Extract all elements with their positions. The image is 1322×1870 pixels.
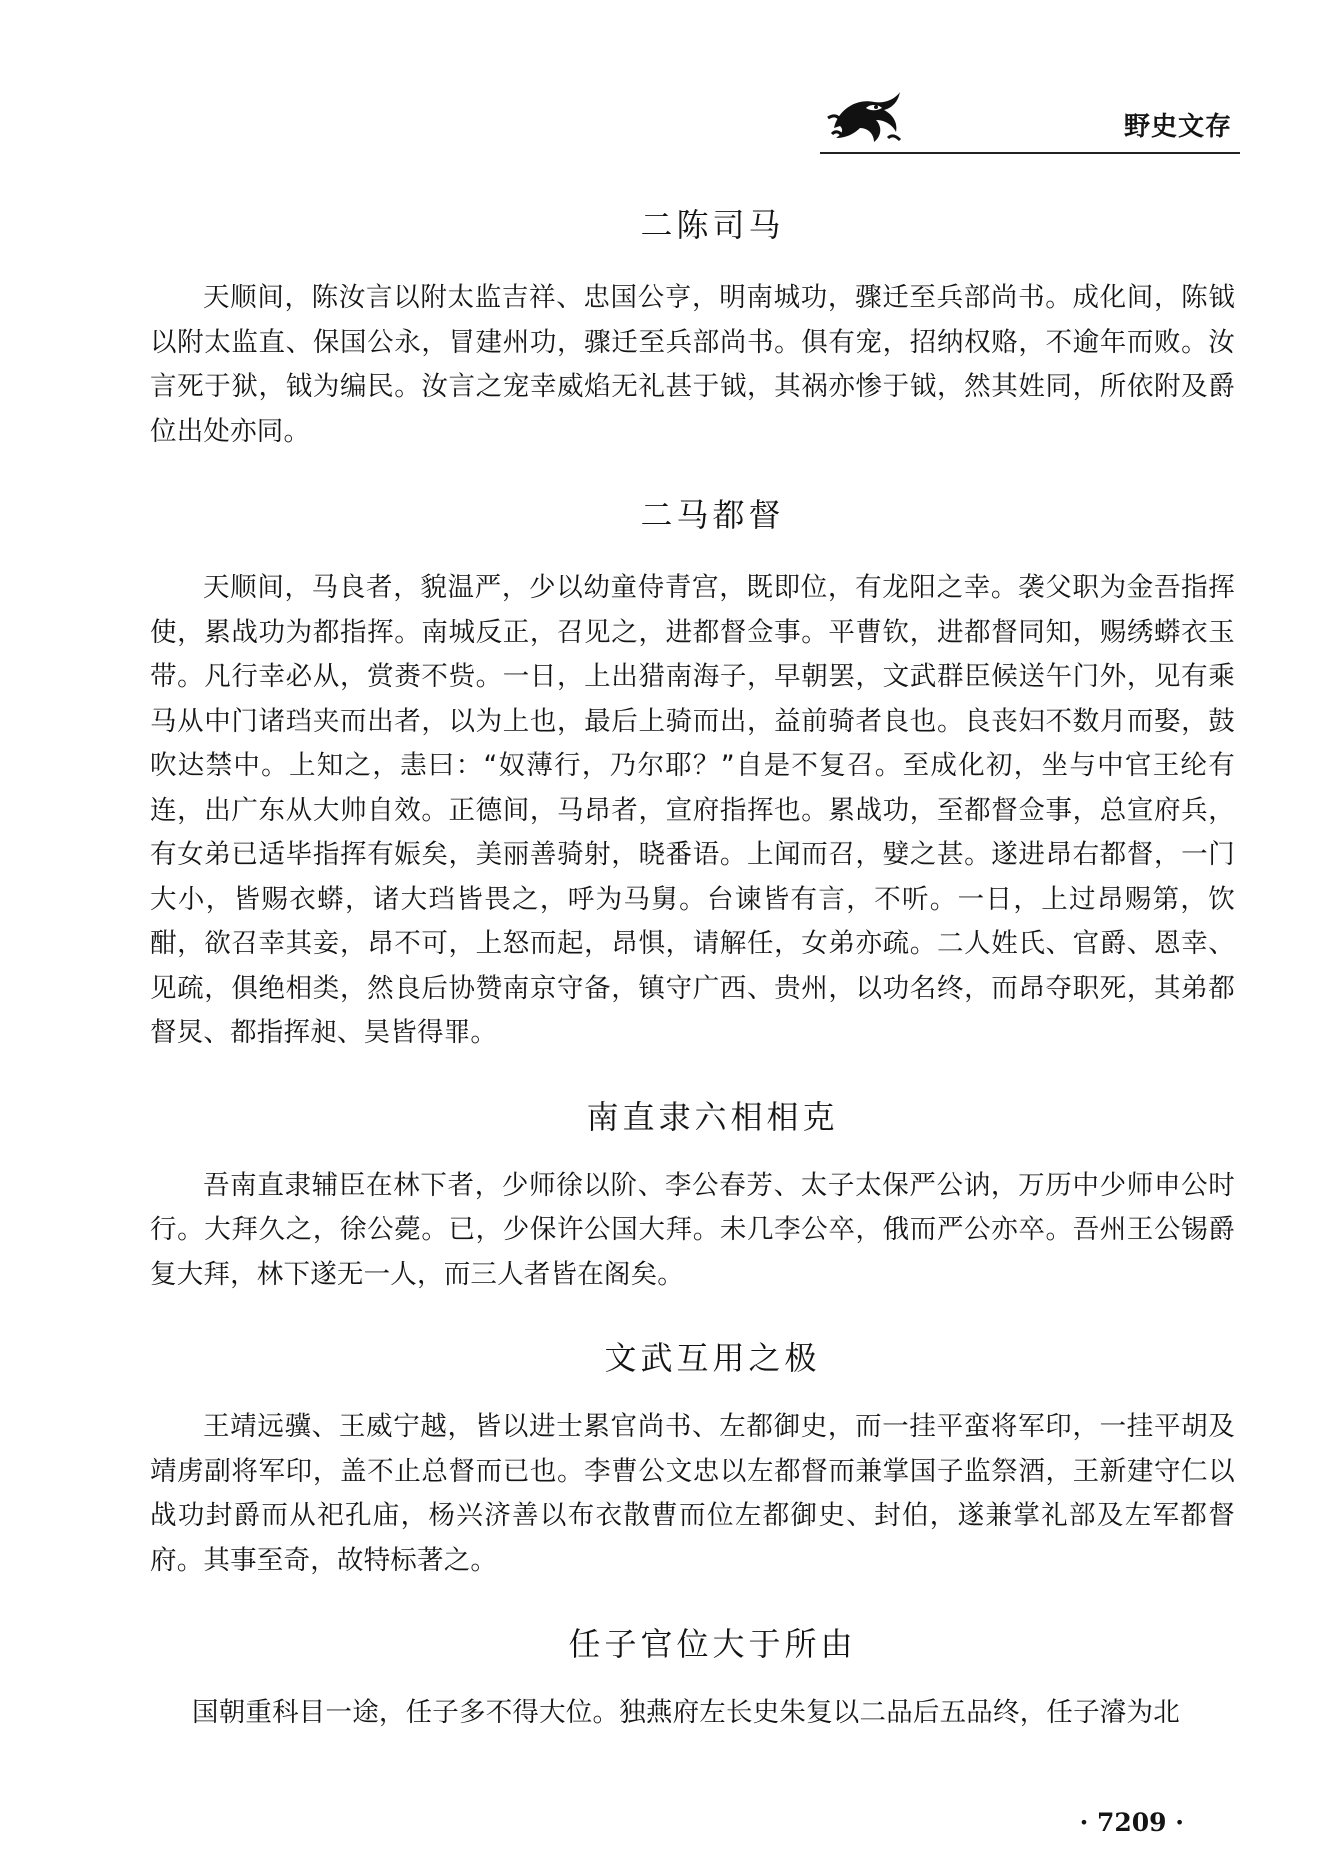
- series-title: 野史文存: [1123, 112, 1232, 142]
- page-body: [150, 200, 1235, 1736]
- section-title: 二陈司马: [640, 206, 785, 244]
- section-er-ma-dudu: [150, 490, 1235, 1056]
- section-title: 南直隶六相相克: [586, 1097, 839, 1136]
- section-nan-zhili-liu-xiang: [150, 1092, 1235, 1298]
- section-ren-zi-guan-wei: [150, 1619, 1235, 1736]
- header-rule: [820, 152, 1240, 154]
- section-paragraph: 王靖远骥、王威宁越，皆以进士累官尚书、左都御史，而一挂平蛮将军印，一挂平胡及靖虏副将军印，盖不止总督而已也。李曹公文忠以左都督而兼掌国子监祭酒，王新建守仁以战功封爵而从祀孔庙，杨兴济善以布衣散曹而位左都御史、封伯，遂兼掌礼部及左军都督府。其事至奇，故特标著之。: [150, 1411, 1235, 1576]
- section-paragraph: 天顺间，陈汝言以附太监吉祥、忠国公亨，明南城功，骤迁至兵部尚书。成化间，陈钺以附太监直、保国公永，冒建州功，骤迁至兵部尚书。俱有宠，招纳权赂，不逾年而败。汝言死于狱，钺为编民。汝言之宠幸威焰无礼甚于钺，其祸亦惨于钺，然其姓同，所依附及爵位出处亦同。: [150, 282, 1235, 447]
- section-title: 任子官位大于所由: [568, 1625, 857, 1663]
- section-title: 二马都督: [640, 496, 785, 534]
- section-paragraph: 吾南直隶辅臣在林下者，少师徐以阶、李公春芳、太子太保严公讷，万历中少师申公时行。大拜久之，徐公薨。已，少保许公国大拜。未几李公卒，俄而严公亦卒。吾州王公锡爵复大拜，林下遂无一人，而三人者皆在阁矣。: [150, 1169, 1235, 1290]
- section-er-chen-sima: [150, 200, 1235, 454]
- section-paragraph: 国朝重科目一途，任子多不得大位。独燕府左长史朱复以二品后五品终，任子濬为北: [192, 1697, 1180, 1728]
- section-title: 文武互用之极: [604, 1339, 821, 1377]
- running-header: [820, 88, 1240, 158]
- page-number: · 7209 ·: [1079, 1808, 1184, 1837]
- dragon-icon: [826, 88, 908, 146]
- section-paragraph: 天顺间，马良者，貌温严，少以幼童侍青宫，既即位，有龙阳之幸。袭父职为金吾指挥使，累战功为都指挥。南城反正，召见之，进都督佥事。平曹钦，进都督同知，赐绣蟒衣玉带。凡行幸必从，赏赉不赀。一日，上出猎南海子，早朝罢，文武群臣候送午门外，见有乘马从中门诸珰夹而出者，以为上也，最后上骑而出，益前骑者良也。良丧妇不数月而娶，鼓吹达禁中。上知之，恚曰：“奴薄行，乃尔耶？”自是不复召。至成化初，坐与中官王纶有连，出广东从大帅自效。正德间，马昂者，宣府指挥也。累战功，至都督佥事，总宣府兵，有女弟已适毕指挥有娠矣，美丽善骑射，晓番语。上闻而召，嬖之甚。遂进昂右都督，一门大小，皆赐衣蟒，诸大珰皆畏之，呼为马舅。台谏皆有言，不听。一日，上过昂赐第，饮酣，欲召幸其妾，昂不可，上怒而起，昂惧，请解任，女弟亦疏。二人姓氏、官爵、恩幸、见疏，俱绝相类，然良后协赞南京守备，镇守广西、贵州，以功名终，而昂夺职死，其弟都督炅、都指挥昶、昊皆得罪。: [150, 572, 1235, 1048]
- section-wen-wu-hu-yong: [150, 1333, 1235, 1583]
